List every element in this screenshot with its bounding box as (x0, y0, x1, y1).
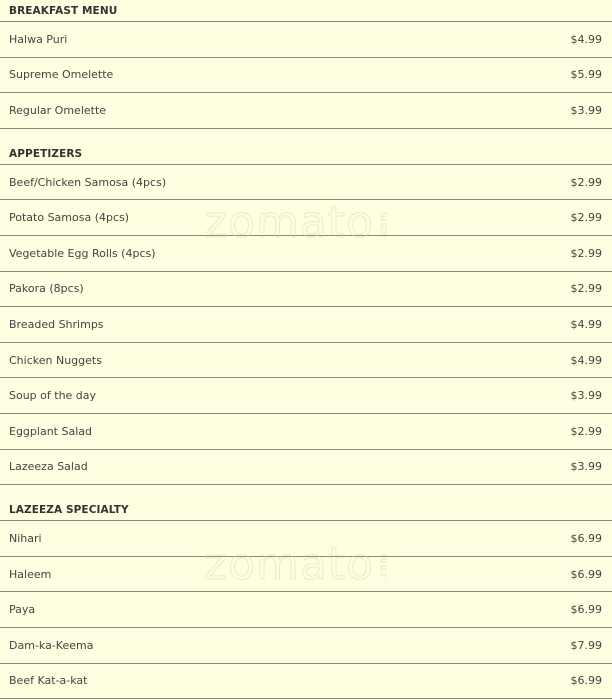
menu-item-row (0, 272, 612, 308)
watermark-text: zomato (204, 542, 375, 588)
item-name: Soup of the day (9, 389, 97, 403)
item-price: $3.99 (570, 460, 602, 474)
section-title: APPETIZERS (0, 143, 612, 165)
menu-item-row (0, 450, 612, 486)
item-name: Eggplant Salad (9, 424, 92, 438)
menu-item-row (0, 557, 612, 593)
menu-item-row (0, 236, 612, 272)
item-price: $3.99 (570, 103, 602, 117)
item-price: $6.99 (570, 567, 602, 581)
watermark-text: zomato (204, 200, 375, 246)
watermark-suffix: .com (378, 210, 390, 240)
item-price: $6.99 (570, 674, 602, 688)
menu-item-row (0, 22, 612, 58)
item-name: Vegetable Egg Rolls (4pcs) (9, 246, 156, 260)
menu-item-row (0, 165, 612, 201)
item-name: Supreme Omelette (9, 68, 114, 82)
menu-item-row (0, 521, 612, 557)
item-price: $2.99 (570, 246, 602, 260)
item-price: $2.99 (570, 175, 602, 189)
item-name: Potato Samosa (4pcs) (9, 211, 130, 225)
item-name: Paya (9, 603, 36, 617)
item-price: $2.99 (570, 282, 602, 296)
item-name: Nihari (9, 531, 42, 545)
section-spacer (0, 485, 612, 499)
item-price: $2.99 (570, 211, 602, 225)
section-title: BREAKFAST MENU (0, 0, 612, 22)
item-name: Regular Omelette (9, 103, 107, 117)
item-price: $4.99 (570, 353, 602, 367)
item-name: Lazeeza Salad (9, 460, 88, 474)
item-price: $3.99 (570, 389, 602, 403)
watermark-suffix: .com (378, 552, 390, 582)
menu-item-row (0, 343, 612, 379)
item-price: $6.99 (570, 531, 602, 545)
item-name: Chicken Nuggets (9, 353, 102, 367)
item-price: $7.99 (570, 638, 602, 652)
menu-item-row (0, 58, 612, 94)
menu-item-row (0, 414, 612, 450)
item-price: $4.99 (570, 317, 602, 331)
item-price: $5.99 (570, 68, 602, 82)
menu-item-row (0, 378, 612, 414)
menu-item-row (0, 628, 612, 664)
item-name: Halwa Puri (9, 32, 68, 46)
item-name: Beef/Chicken Samosa (4pcs) (9, 175, 167, 189)
section-lazeeza-specialty (0, 499, 612, 699)
menu-item-row (0, 664, 612, 700)
item-price: $4.99 (570, 32, 602, 46)
item-name: Haleem (9, 567, 52, 581)
item-name: Beef Kat-a-kat (9, 674, 88, 688)
menu-item-row (0, 592, 612, 628)
item-name: Dam-ka-Keema (9, 638, 94, 652)
section-appetizers (0, 143, 612, 485)
menu-item-row (0, 307, 612, 343)
item-price: $2.99 (570, 424, 602, 438)
section-title: LAZEEZA SPECIALTY (0, 499, 612, 521)
menu-item-row (0, 93, 612, 129)
section-breakfast (0, 0, 612, 129)
item-name: Breaded Shrimps (9, 317, 104, 331)
item-name: Pakora (8pcs) (9, 282, 84, 296)
item-price: $6.99 (570, 603, 602, 617)
section-spacer (0, 129, 612, 143)
menu-item-row (0, 200, 612, 236)
